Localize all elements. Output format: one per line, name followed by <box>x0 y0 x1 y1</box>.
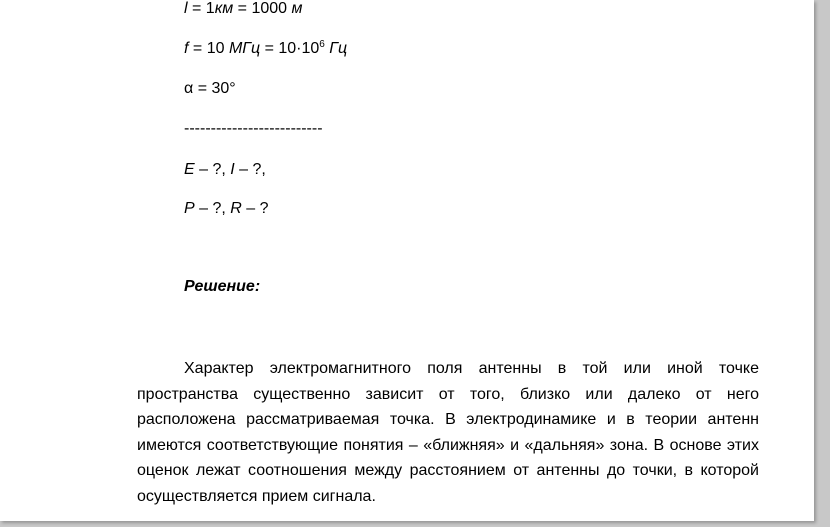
find-line-1 <box>184 160 266 180</box>
frequency-exponent: 6 <box>319 39 325 50</box>
solution-text: Характер электромагнитного поля антенны в той или иной точке пространства существенно зависит от того, близко или далеко от него расположена рассматриваемая точка. В электродинамике и в теории антенн имеются соответствующие понятия – «ближняя» и «дальняя» зона. В основе этих оценок лежат соотношения между расстоянием от антенны до точки, в которой осуществляется прием сигнала. <box>137 360 759 505</box>
frequency-eq1: = 10 <box>188 40 229 57</box>
frequency-eq2: = 10·10 <box>260 40 320 57</box>
given-length <box>184 0 302 19</box>
find-sep-1: – ?, <box>194 161 231 178</box>
find-r: R <box>230 200 242 217</box>
find-line-2 <box>184 199 269 219</box>
solution-paragraph <box>137 356 759 509</box>
find-p: P <box>184 200 195 217</box>
find-i: I <box>230 161 235 178</box>
frequency-unit2: Гц <box>329 40 348 57</box>
length-unit1: км <box>214 0 234 17</box>
frequency-var: f <box>184 40 189 57</box>
find-sep-2: – ?, <box>234 161 266 178</box>
length-var: l <box>184 0 188 17</box>
given-angle: α = 30° <box>184 80 236 97</box>
given-frequency <box>184 39 347 59</box>
separator-line: -------------------------- <box>184 120 323 137</box>
frequency-unit1: МГц <box>228 40 261 57</box>
find-sep-3: – ?, <box>194 200 231 217</box>
find-e: E <box>184 161 195 178</box>
length-eq1: = 1 <box>187 0 215 17</box>
length-unit2: м <box>291 0 303 17</box>
length-eq2: = 1000 <box>233 0 292 17</box>
find-sep-4: – ? <box>241 200 269 217</box>
solution-heading: Решение: <box>184 278 261 295</box>
